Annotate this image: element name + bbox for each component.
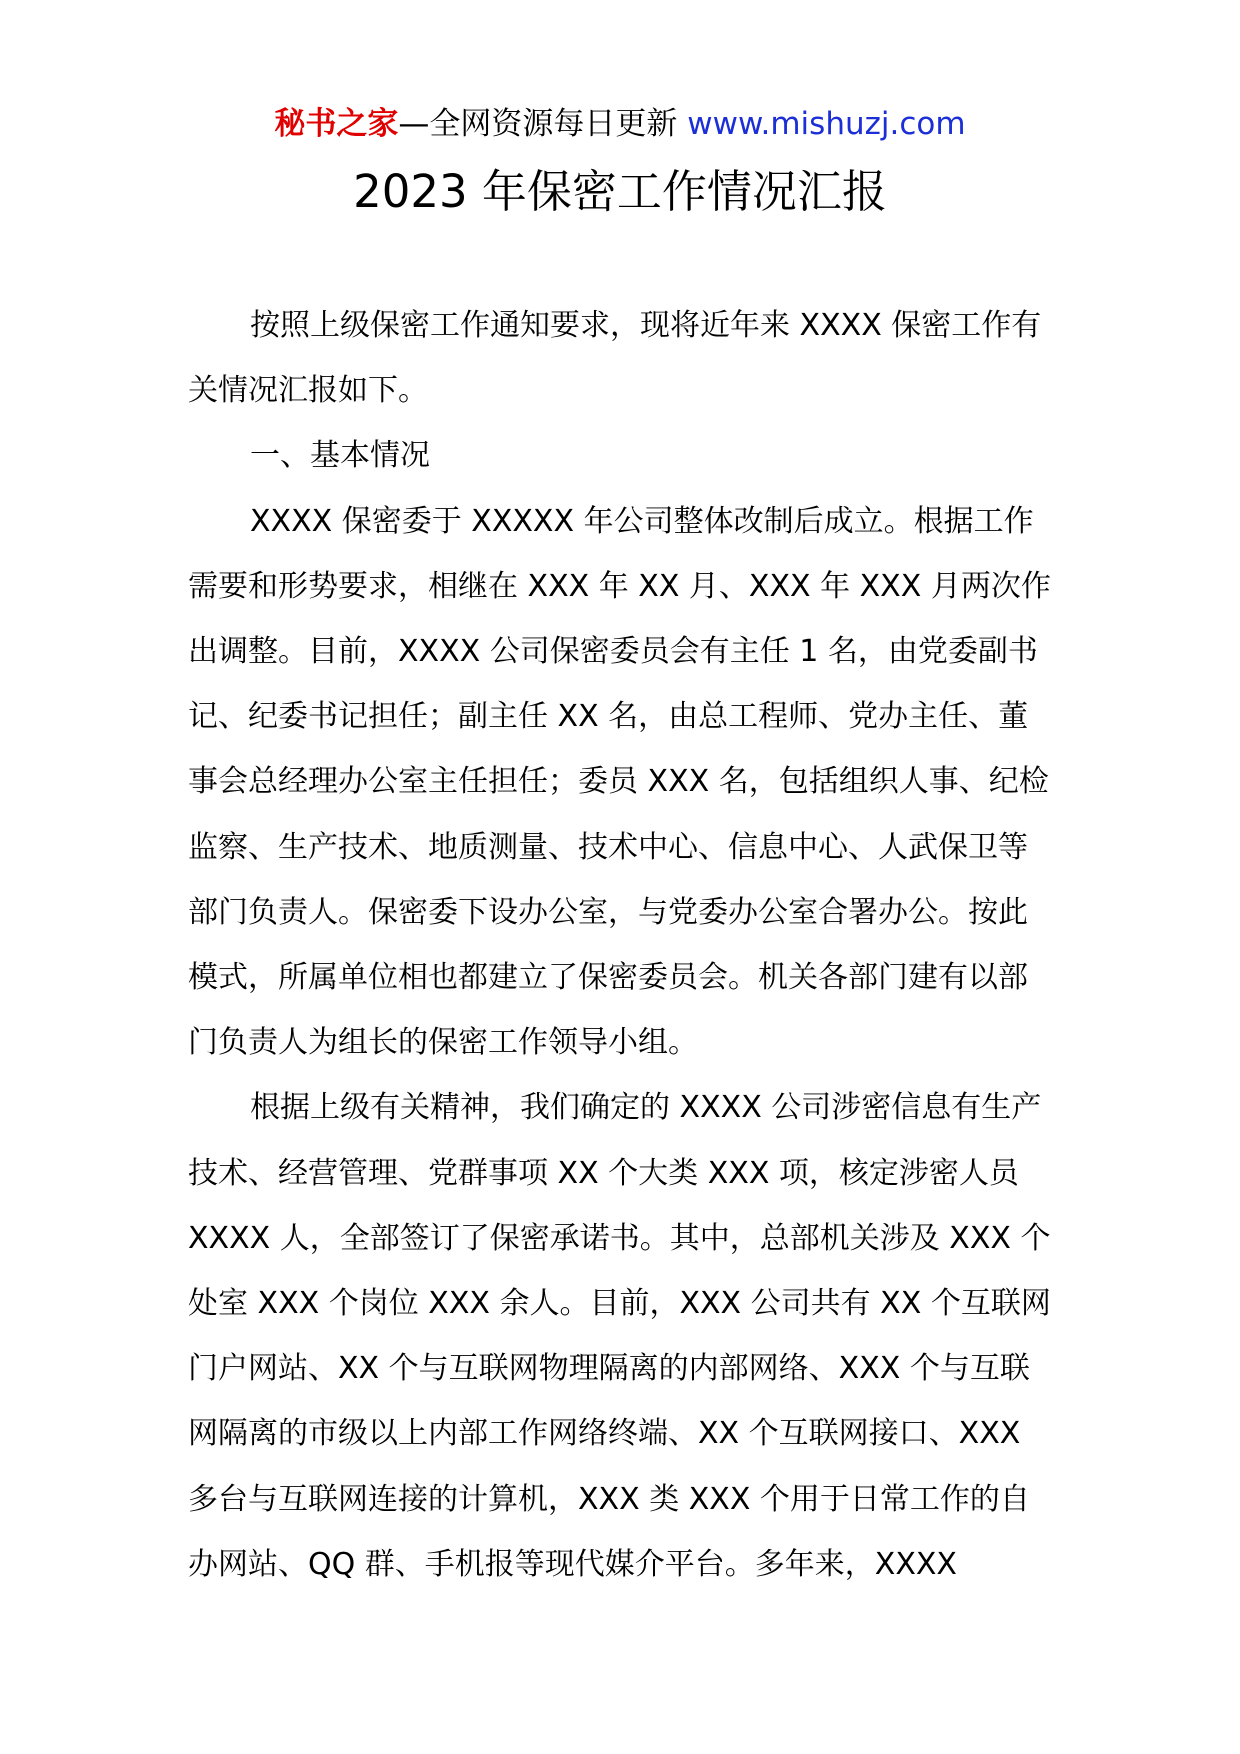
section-heading: 一、基本情况 — [250, 438, 430, 474]
page-header — [0, 100, 1240, 148]
document-body — [188, 293, 1052, 1597]
document-title: 2023 年保密工作情况汇报 — [353, 165, 887, 218]
body-paragraph-1: XXXX 保密委于 XXXXX 年公司整体改制后成立。根据工作需要和形势要求，相继在 XXX 年 XX 月、XXX 年 XXX 月两次作出调整。目前，XXXX 公司保密委员会有主任 1 名，由党委副书记、纪委书记担任；副主任 XX 名，由总工程师、党办主任、董事会总经理办公室主任担任；委员 XXX 名，包括组织人事、纪检监察、生产技术、地质测量、技术中心、信息中心、人武保卫等部门负责人。保密委下设办公室，与党委办公室合署办公。按此模式，所属单位相也都建立了保密委员会。机关各部门建有以部门负责人为组长的保密工作领导小组。 — [188, 503, 1051, 1061]
site-url: www.mishuzj.com — [687, 106, 966, 142]
header-slogan: —全网资源每日更新 — [398, 106, 688, 142]
body-paragraph-2: 根据上级有关精神，我们确定的 XXXX 公司涉密信息有生产技术、经营管理、党群事项 XX 个大类 XXX 项，核定涉密人员 XXXX 人，全部签订了保密承诺书。其中，总部机关涉及 XXX 个处室 XXX 个岗位 XXX 余人。目前，XXX 公司共有 XX 个互联网门户网站、XX 个与互联网物理隔离的内部网络、XXX 个与互联网隔离的市级以上内部工作网络终端、XX 个互联网接口、XXX 多台与互联网连接的计算机，XXX 类 XXX 个用于日常工作的自办网站、QQ 群、手机报等现代媒介平台。多年来，XXXX — [188, 1090, 1051, 1582]
brand-name: 秘书之家 — [274, 106, 399, 142]
intro-paragraph: 按照上级保密工作通知要求，现将近年来 XXXX 保密工作有关情况汇报如下。 — [188, 308, 1042, 409]
